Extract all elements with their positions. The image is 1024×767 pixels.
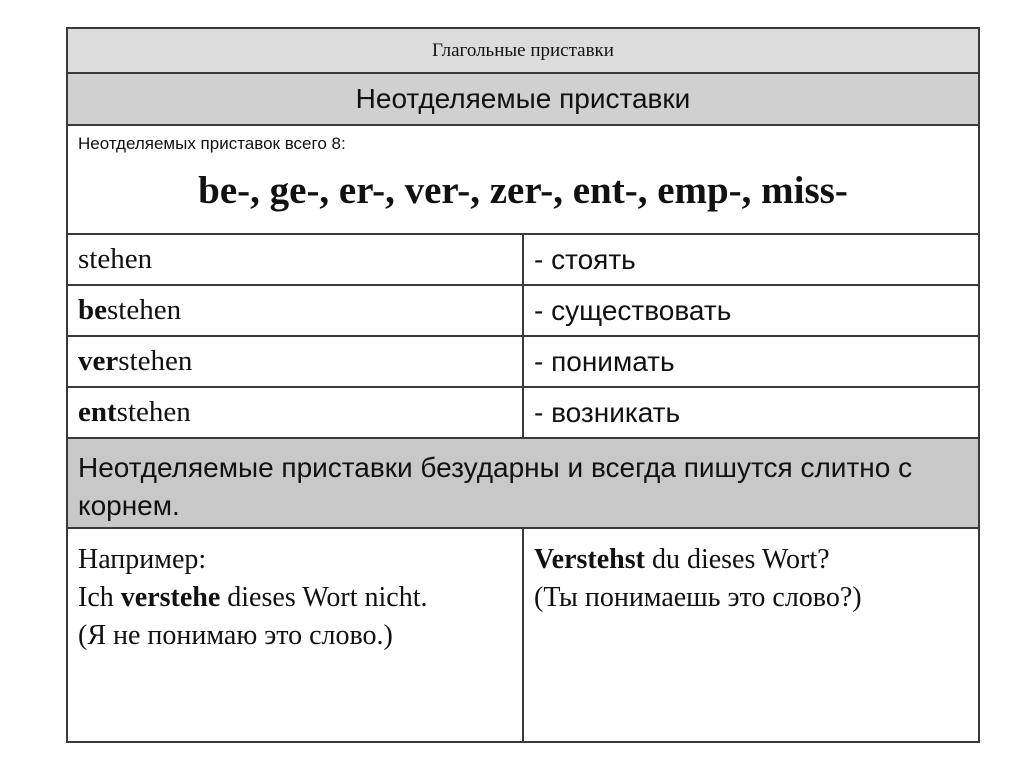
example-intro: Например:: [78, 544, 207, 575]
table-row: [68, 388, 980, 439]
example-right-cell: [524, 529, 978, 741]
word-translation: - понимать: [534, 345, 675, 377]
translation-cell: [524, 337, 978, 386]
word-stem: stehen: [118, 345, 193, 377]
word-translation: - возникать: [534, 396, 681, 428]
word-cell: [68, 388, 524, 437]
rule-note: Неотделяемые приставки безударны и всегда пишутся слитно с корнем.: [78, 452, 913, 521]
word-prefix: be: [78, 294, 107, 326]
example-question-end: du dieses Wort?: [644, 544, 830, 575]
example-question-verb: Verstehst: [534, 544, 645, 575]
word-cell: [68, 235, 524, 284]
example-left-cell: [68, 529, 524, 741]
table-row: [68, 235, 980, 286]
word-stem: stehen: [116, 396, 191, 428]
table-row: [68, 286, 980, 337]
word-cell: [68, 286, 524, 335]
table-row: [68, 337, 980, 388]
example-question: [534, 541, 968, 579]
translation-cell: [524, 286, 978, 335]
word-translation: - стоять: [534, 243, 636, 275]
translation-cell: [524, 235, 978, 284]
table-subtitle: Неотделяемые приставки: [355, 83, 691, 114]
prefix-count-note: Неотделяемых приставок всего 8:: [78, 134, 346, 153]
example-question-translation: (Ты понимаешь это слово?): [534, 582, 862, 613]
word-translation: - существовать: [534, 294, 732, 326]
word-stem: stehen: [78, 243, 153, 275]
word-stem: stehen: [107, 294, 182, 326]
example-verb: verstehe: [120, 582, 221, 613]
prefixes-table: [66, 27, 980, 743]
word-prefix: ent: [78, 396, 117, 428]
translation-cell: [524, 388, 978, 437]
table-title-row: [68, 29, 980, 74]
example-translation: (Я не понимаю это слово.): [78, 620, 393, 651]
table-subtitle-row: [68, 74, 980, 126]
example-sentence: [78, 579, 512, 617]
examples-row: [68, 529, 980, 743]
word-cell: [68, 337, 524, 386]
rule-note-row: [68, 439, 980, 529]
word-prefix: ver: [78, 345, 119, 377]
table-title: Глагольные приставки: [432, 39, 614, 61]
example-sentence-start: Ich: [78, 582, 121, 613]
prefix-list: be-, ge-, er-, ver-, zer-, ent-, emp-, miss-: [198, 169, 848, 212]
prefix-list-row: [68, 126, 980, 235]
example-sentence-end: dieses Wort nicht.: [220, 582, 428, 613]
